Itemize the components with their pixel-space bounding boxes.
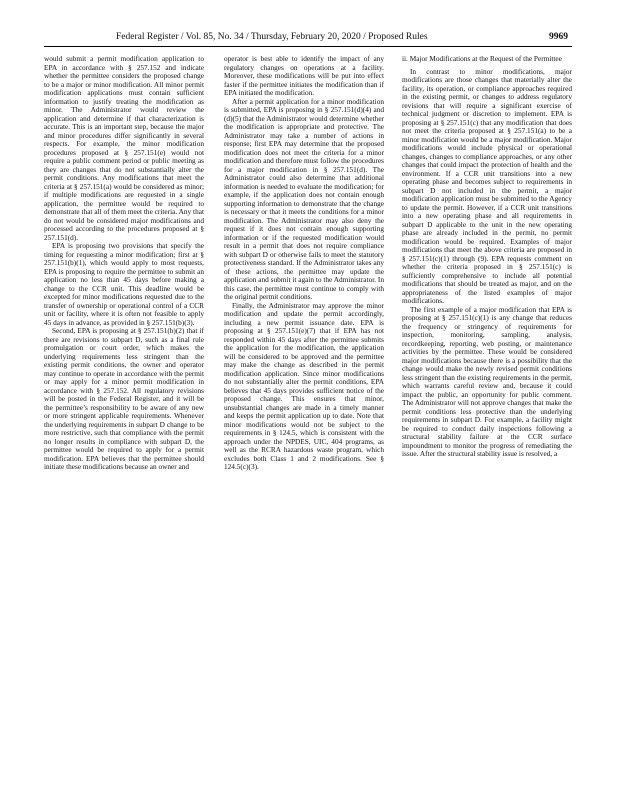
paragraph: EPA is proposing two provisions that specify the timing for requesting a minor modification; first at § 257.151(b)(1), which would apply to most requests, EPA is proposing to require the permittee to submit an application no less than 45 days before making a change to the CCR unit. This deadline would be excepted for minor modifications requested due to the transfer of ownership or operational control of a CCR unit or facility, where it is often not feasible to apply 45 days in advance, as provided in § 257.151(b)(3). (44, 241, 204, 327)
paragraph: The first example of a major modification that EPA is proposing at § 257.151(c)(1) is any change that reduces the frequency or stringency of requirements for inspection, monitoring, sampling, analysis, recordkeeping, reporting, web posting, or maintenance activities by the permittee. These would be considered major modifications because there is a possibility that the change would make the newly revised permit conditions less stringent than the existing requirements in the permit, which warrants careful review and, because it could impact the public, an opportunity for public comment. The Administrator will not approve changes that make the permit conditions less protective than the underlying requirements in subpart D. For example, a facility might be required to conduct daily inspections following a structural stability failure at the CCR surface impoundment to monitor the progress of remediating the issue. After the structural stability issue is resolved, a (402, 304, 572, 458)
paragraph: operator is best able to identify the impact of any regulatory changes on operations at a facility. Moreover, these modifications will be put into effect faster if the permittee initiates the modification than if EPA initiated the modification. (224, 55, 384, 97)
paragraph: In contrast to minor modifications, major modifications are those changes that materially alter the facility, its operation, or compliance approaches required in the existing permit, or changes to address regulatory revisions that will require a significant exercise of technical judgment or discretion to implement. EPA is proposing at § 257.151(c) that any modification that does not meet the criteria proposed at § 257.151(a) to be a minor modification would be a major modification. Major modifications would include physical or operational changes, changes to compliance approaches, or any other changes that could impact the protection of health and the environment. If a CCR unit transitions into a new operating phase and becomes subject to requirements in subpart D not included in the permit, a major modification application must be submitted to the Agency to update the permit. However, if a CCR unit transitions into a new operating phase and all requirements in subpart D applicable to the unit in the new operating phase are already included in the permit, no permit modification would be required. Examples of major modifications that meet the above criteria are proposed in § 257.151(c)(1) through (9). EPA requests comment on whether the criteria proposed in § 257.151(c) is sufficiently comprehensive to include all potential modifications that should be treated as major, and on the appropriateness of the listed examples of major modifications. (402, 66, 572, 305)
page-number: 9969 (549, 32, 568, 42)
paragraph: After a permit application for a minor modification is submitted, EPA is proposing in § 257.151(d)(4) and (d)(5) that the Administrator would determine whether the modification is appropriate and protective. The Administrator may take a number of actions in response; first EPA may determine that the proposed modification does not meet the criteria for a minor modification and therefore must follow the procedures for a major modification in § 257.151(d). The Administrator could also determine that additional information is needed to evaluate the modification; for example, if the application does not contain enough supporting information to demonstrate that the change is necessary or that it meets the conditions for a minor modification. The Administrator may also deny the request if it does not contain enough supporting information or if the requested modification would result in a permit that does not require compliance with subpart D or otherwise fails to meet the statutory protectiveness standard. If the Administrator takes any of these actions, the permittee may update the application and submit it again to the Administrator. In this case, the permittee must continue to comply with the original permit conditions. (224, 96, 384, 301)
text-column-1 (44, 55, 204, 790)
paragraph: would submit a permit modification application to EPA in accordance with § 257.152 and indicate whether the permittee considers the proposed change to be a major or minor modification. All minor permit modification applications must contain sufficient information to justify treating the modification as minor. The Administrator would review the application and determine if that characterization is accurate. This is an important step, because the major and minor procedures differ significantly in several respects. For example, the minor modification procedures proposed at § 257.151(e) would not require a public comment period or public meeting as they are changes that do not substantially alter the permit conditions. Any modifications that meet the criteria at § 257.151(a) would be considered as minor; if multiple modifications are requested in a single application, the permittee would be required to demonstrate that all of them meet the criteria. Any that do not would be considered major modifications and processed according to the procedures proposed at § 257.151(d). (44, 55, 204, 242)
text-column-3 (402, 55, 572, 790)
running-header (44, 30, 572, 47)
text-column-2 (224, 55, 384, 790)
paragraph: Second, EPA is proposing at § 257.151(b)(2) that if there are revisions to subpart D, such as a final rule promulgation or court order, which makes the underlying requirements less stringent than the existing permit conditions, the owner and operator may continue to operate in accordance with the permit or may apply for a minor permit modification in accordance with § 257.152. All regulatory revisions will be posted in the Federal Register, and it will be the permittee’s responsibility to be aware of any new or more stringent applicable requirements. Whenever the underlying requirements in subpart D change to be more restrictive, such that compliance with the permit no longer results in compliance with subpart D, the permittee would be required to apply for a permit modification. EPA believes that the permittee should initiate these modifications because an owner and (44, 326, 204, 471)
header-citation: Federal Register / Vol. 85, No. 34 / Thursday, February 20, 2020 / Proposed Rules (116, 32, 428, 42)
section-heading: ii. Major Modifications at the Request of the Permittee (402, 55, 562, 63)
paragraph: Finally, the Administrator may approve the minor modification and update the permit accordingly, including a new permit issuance date. EPA is proposing at § 257.151(e)(7) that if EPA has not responded within 45 days after the permittee submits the application for the modification, the application will be considered to be approved and the permittee may make the change as described in the permit modification application. Since minor modifications do not substantially alter the permit conditions, EPA believes that 45 days provides sufficient notice of the proposed change. This ensures that minor, unsubstantial changes are made in a timely manner and keeps the permit application up to date. Note that minor modifications would not be subject to the requirements in § 124.5, which is consistent with the approach under the NPDES, UIC, 404 programs, as well as the RCRA hazardous waste program, which excludes both Class 1 and 2 modifications. See § 124.5(c)(3). (224, 300, 384, 471)
